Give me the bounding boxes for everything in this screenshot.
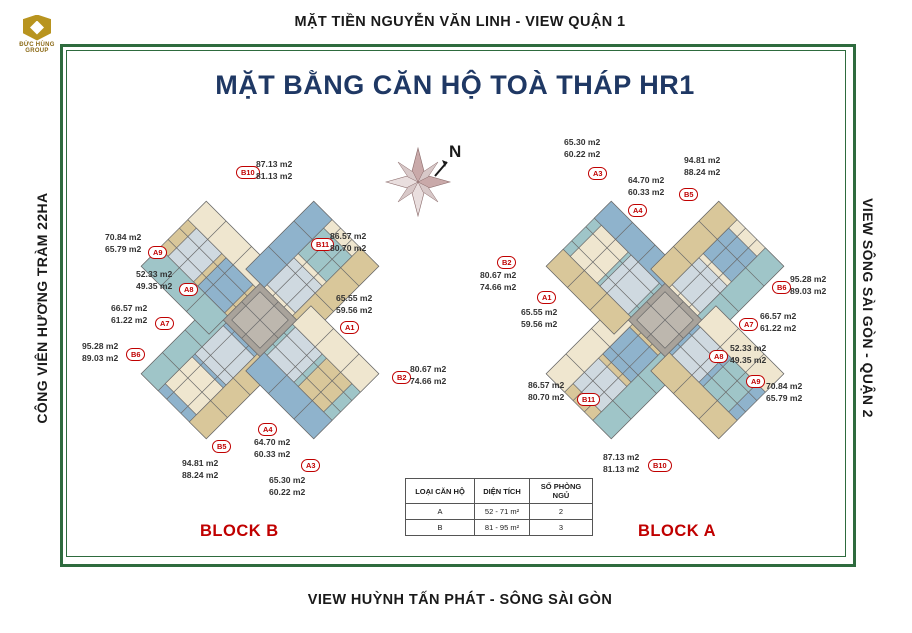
unit-tag-b2-left: B2 bbox=[392, 371, 411, 384]
unit-tag-b6-left: B6 bbox=[126, 348, 145, 361]
unit-area-a7-right bbox=[760, 311, 796, 334]
area-line-2: 81.13 m2 bbox=[603, 463, 640, 474]
area-line-1: 52.33 m2 bbox=[730, 343, 767, 353]
unit-area-b10-right bbox=[603, 452, 639, 475]
area-line-1: 70.84 m2 bbox=[105, 232, 142, 242]
area-line-1: 86.57 m2 bbox=[528, 380, 565, 390]
caption-right: VIEW SÔNG SÀI GÒN - QUẬN 2 bbox=[860, 198, 876, 418]
area-line-1: 94.81 m2 bbox=[684, 155, 721, 165]
legend-cell-area: 81 - 95 m² bbox=[475, 520, 530, 536]
unit-area-b5-left bbox=[182, 458, 218, 481]
unit-area-a8-right bbox=[730, 343, 766, 366]
area-line-1: 65.55 m2 bbox=[336, 293, 373, 303]
area-line-1: 70.84 m2 bbox=[766, 381, 803, 391]
page-title: MẶT BẰNG CĂN HỘ TOÀ THÁP HR1 bbox=[215, 70, 695, 100]
area-line-2: 60.33 m2 bbox=[254, 448, 291, 459]
area-line-2: 89.03 m2 bbox=[790, 285, 827, 296]
area-line-1: 80.67 m2 bbox=[480, 270, 517, 280]
area-line-1: 52.33 m2 bbox=[136, 269, 173, 279]
table-row bbox=[406, 504, 593, 520]
unit-tag-b10-left: B10 bbox=[236, 166, 260, 179]
unit-area-a4-right bbox=[628, 175, 664, 198]
unit-area-b6-right bbox=[790, 274, 826, 297]
area-line-2: 88.24 m2 bbox=[684, 166, 721, 177]
area-line-1: 64.70 m2 bbox=[628, 175, 665, 185]
area-line-2: 74.66 m2 bbox=[480, 281, 517, 292]
unit-tag-a1-right: A1 bbox=[537, 291, 556, 304]
legend-header-area: DIỆN TÍCH bbox=[475, 479, 530, 504]
area-line-1: 65.55 m2 bbox=[521, 307, 558, 317]
shield-icon bbox=[23, 15, 51, 41]
area-line-2: 74.66 m2 bbox=[410, 375, 447, 386]
area-line-2: 61.22 m2 bbox=[760, 322, 797, 333]
unit-area-b5-right bbox=[684, 155, 720, 178]
block-label-b: BLOCK B bbox=[200, 522, 279, 540]
legend-header-bedrooms: SỐ PHÒNG NGỦ bbox=[530, 479, 593, 504]
area-line-2: 49.35 m2 bbox=[730, 354, 767, 365]
unit-area-a7-left bbox=[111, 303, 147, 326]
area-line-1: 87.13 m2 bbox=[603, 452, 640, 462]
compass-rose-icon bbox=[385, 140, 475, 220]
unit-tag-a7-right: A7 bbox=[739, 318, 758, 331]
legend-cell-bedrooms: 3 bbox=[530, 520, 593, 536]
caption-left: CÔNG VIÊN HƯƠNG TRÀM 22HA bbox=[34, 192, 50, 424]
unit-tag-a8-left: A8 bbox=[179, 283, 198, 296]
area-line-1: 80.67 m2 bbox=[410, 364, 447, 374]
area-line-1: 66.57 m2 bbox=[760, 311, 797, 321]
area-line-2: 49.35 m2 bbox=[136, 280, 173, 291]
area-line-1: 65.30 m2 bbox=[269, 475, 306, 485]
area-line-1: 94.81 m2 bbox=[182, 458, 219, 468]
unit-area-a8-left bbox=[136, 269, 172, 292]
area-line-2: 60.33 m2 bbox=[628, 186, 665, 197]
area-line-1: 95.28 m2 bbox=[82, 341, 119, 351]
unit-area-b6-left bbox=[82, 341, 118, 364]
legend-cell-type: B bbox=[406, 520, 475, 536]
unit-tag-a4-right: A4 bbox=[628, 204, 647, 217]
unit-tag-a7-left: A7 bbox=[155, 317, 174, 330]
table-row bbox=[406, 520, 593, 536]
unit-area-a1-right bbox=[521, 307, 557, 330]
legend-cell-area: 52 - 71 m² bbox=[475, 504, 530, 520]
unit-tag-b10-right: B10 bbox=[648, 459, 672, 472]
logo-line2: GROUP bbox=[25, 47, 49, 54]
unit-tag-a4-left: A4 bbox=[258, 423, 277, 436]
area-line-2: 61.22 m2 bbox=[111, 314, 148, 325]
area-line-1: 64.70 m2 bbox=[254, 437, 291, 447]
unit-area-a1-left bbox=[336, 293, 372, 316]
unit-area-a3-left bbox=[269, 475, 305, 498]
area-line-1: 65.30 m2 bbox=[564, 137, 601, 147]
unit-area-a9-left bbox=[105, 232, 141, 255]
unit-tag-b11-right: B11 bbox=[577, 393, 600, 406]
unit-tag-a3-right: A3 bbox=[588, 167, 607, 180]
unit-tag-a1-left: A1 bbox=[340, 321, 359, 334]
unit-area-b2-left bbox=[410, 364, 446, 387]
unit-tag-b11-left: B11 bbox=[311, 238, 334, 251]
legend-table bbox=[405, 478, 593, 536]
unit-tag-b5-left: B5 bbox=[212, 440, 231, 453]
area-line-1: 87.13 m2 bbox=[256, 159, 293, 169]
unit-area-b11-left bbox=[330, 231, 366, 254]
unit-tag-b2-right: B2 bbox=[497, 256, 516, 269]
unit-tag-a9-left: A9 bbox=[148, 246, 167, 259]
compass-north-label: N bbox=[449, 142, 462, 161]
area-line-2: 59.56 m2 bbox=[521, 318, 558, 329]
legend-header-type: LOẠI CĂN HỘ bbox=[406, 479, 475, 504]
unit-tag-a8-right: A8 bbox=[709, 350, 728, 363]
area-line-2: 65.79 m2 bbox=[766, 392, 803, 403]
legend-header-row bbox=[406, 479, 593, 504]
unit-area-a4-left bbox=[254, 437, 290, 460]
area-line-1: 66.57 m2 bbox=[111, 303, 148, 313]
area-line-2: 59.56 m2 bbox=[336, 304, 373, 315]
unit-tag-b6-right: B6 bbox=[772, 281, 791, 294]
unit-area-a3-right bbox=[564, 137, 600, 160]
area-line-1: 95.28 m2 bbox=[790, 274, 827, 284]
unit-area-b11-right bbox=[528, 380, 564, 403]
legend-cell-bedrooms: 2 bbox=[530, 504, 593, 520]
area-line-2: 88.24 m2 bbox=[182, 469, 219, 480]
unit-area-b10-left bbox=[256, 159, 292, 182]
unit-area-b2-right bbox=[480, 270, 516, 293]
caption-bottom: VIEW HUỲNH TẤN PHÁT - SÔNG SÀI GÒN bbox=[307, 592, 613, 608]
unit-tag-a9-right: A9 bbox=[746, 375, 765, 388]
area-line-2: 80.70 m2 bbox=[330, 242, 367, 253]
area-line-2: 65.79 m2 bbox=[105, 243, 142, 254]
unit-area-a9-right bbox=[766, 381, 802, 404]
legend-cell-type: A bbox=[406, 504, 475, 520]
area-line-2: 81.13 m2 bbox=[256, 170, 293, 181]
block-label-a: BLOCK A bbox=[638, 522, 717, 540]
area-line-2: 89.03 m2 bbox=[82, 352, 119, 363]
logo-line1: ĐỨC HÙNG bbox=[19, 41, 55, 48]
unit-tag-a3-left: A3 bbox=[301, 459, 320, 472]
area-line-1: 86.57 m2 bbox=[330, 231, 367, 241]
unit-tag-b5-right: B5 bbox=[679, 188, 698, 201]
caption-top: MẶT TIỀN NGUYỄN VĂN LINH - VIEW QUẬN 1 bbox=[294, 14, 626, 30]
area-line-2: 60.22 m2 bbox=[564, 148, 601, 159]
area-line-2: 60.22 m2 bbox=[269, 486, 306, 497]
area-line-2: 80.70 m2 bbox=[528, 391, 565, 402]
